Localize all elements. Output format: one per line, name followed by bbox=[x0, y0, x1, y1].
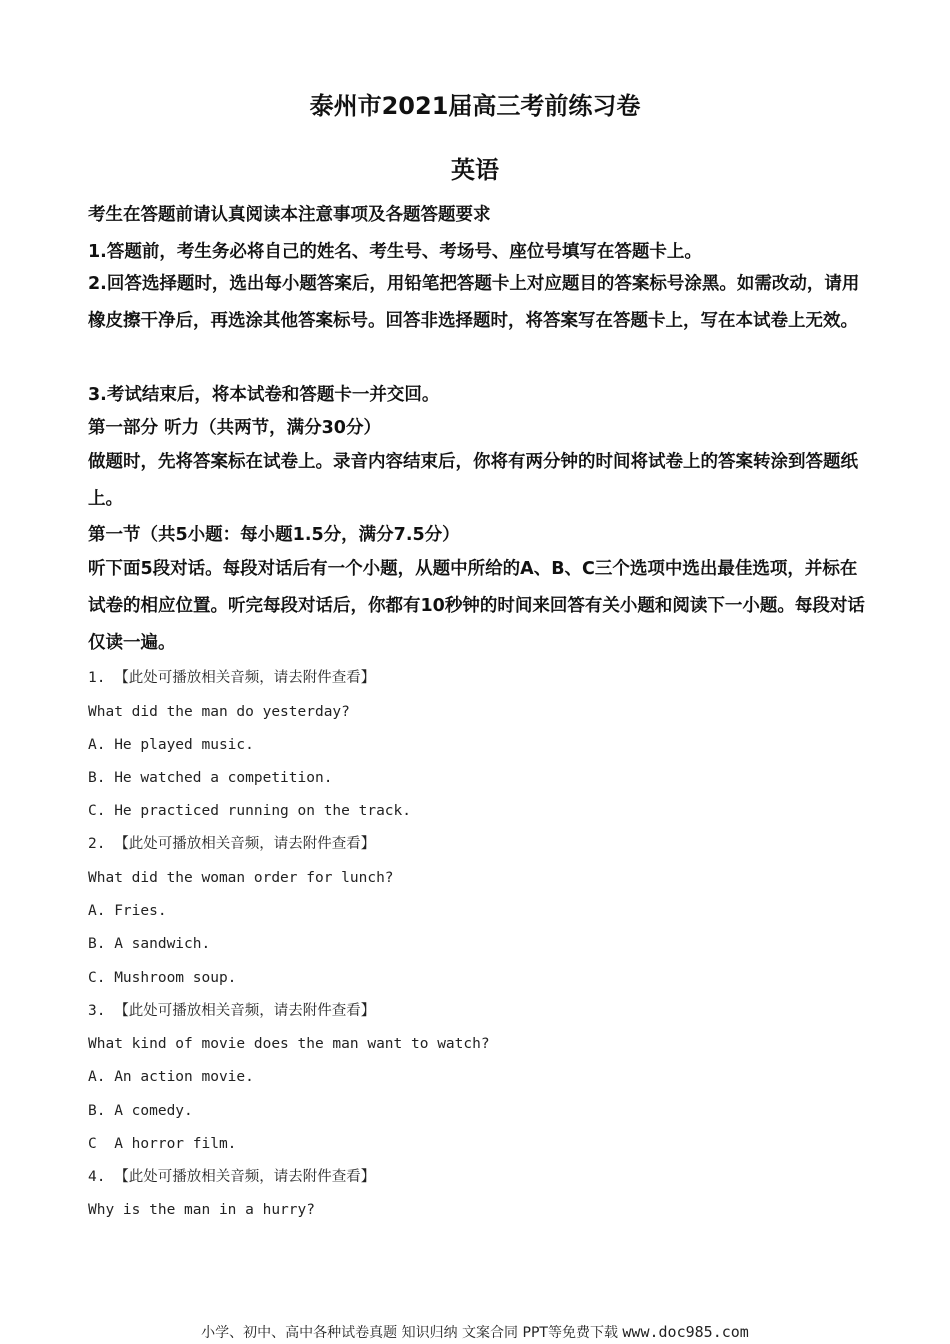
question-2-option-c: C. Mushroom soup. bbox=[88, 970, 237, 986]
question-1-option-a: A. He played music. bbox=[88, 737, 254, 753]
page-footer bbox=[0, 1322, 950, 1342]
question-1-text: What did the man do yesterday? bbox=[88, 704, 350, 720]
exam-title: 泰州市2021届高三考前练习卷 bbox=[309, 92, 641, 120]
section1-note: 听下面5段对话。每段对话后有一个小题，从题中所给的A、B、C三个选项中选出最佳选项，并标在试卷的相应位置。听完每段对话后，你都有10秒钟的时间来回答有关小题和阅读下一小题。每段对话仅读一遍。 bbox=[88, 559, 865, 653]
question-4-text: Why is the man in a hurry? bbox=[88, 1202, 315, 1218]
question-1-option-c: C. He practiced running on the track. bbox=[88, 803, 412, 819]
instruction-item-1: 1.答题前，考生务必将自己的姓名、考生号、考场号、座位号填写在答题卡上。 bbox=[88, 242, 702, 262]
section1-heading: 第一节（共5小题：每小题1.5分，满分7.5分） bbox=[88, 525, 460, 545]
question-2-option-b: B. A sandwich. bbox=[88, 936, 211, 952]
footer-link[interactable]: www.doc985.com bbox=[622, 1323, 749, 1341]
part1-note: 做题时，先将答案标在试卷上。录音内容结束后，你将有两分钟的时间将试卷上的答案转涂到答题纸上。 bbox=[88, 452, 858, 509]
question-3-text: What kind of movie does the man want to watch? bbox=[88, 1036, 490, 1052]
question-4-audio: 4. 【此处可播放相关音频，请去附件查看】 bbox=[88, 1169, 376, 1185]
question-2-audio: 2. 【此处可播放相关音频，请去附件查看】 bbox=[88, 836, 376, 852]
question-3-audio: 3. 【此处可播放相关音频，请去附件查看】 bbox=[88, 1003, 376, 1019]
question-3-option-b: B. A comedy. bbox=[88, 1103, 193, 1119]
question-2-option-a: A. Fries. bbox=[88, 903, 167, 919]
question-1-audio: 1. 【此处可播放相关音频，请去附件查看】 bbox=[88, 670, 376, 686]
subject-title: 英语 bbox=[451, 156, 499, 184]
instruction-item-3: 3.考试结束后，将本试卷和答题卡一并交回。 bbox=[88, 385, 440, 405]
instruction-item-2: 2.回答选择题时，选出每小题答案后，用铅笔把答题卡上对应题目的答案标号涂黑。如需改动，请用橡皮擦干净后，再选涂其他答案标号。回答非选择题时，将答案写在答题卡上，写在本试卷上无效。 bbox=[88, 274, 860, 331]
question-3-option-a: A. An action movie. bbox=[88, 1069, 254, 1085]
question-1-option-b: B. He watched a competition. bbox=[88, 770, 333, 786]
instructions-heading: 考生在答题前请认真阅读本注意事项及各题答题要求 bbox=[88, 205, 491, 225]
question-2-text: What did the woman order for lunch? bbox=[88, 870, 394, 886]
question-3-option-c: C A horror film. bbox=[88, 1136, 237, 1152]
part1-heading: 第一部分 听力（共两节，满分30分） bbox=[88, 418, 381, 438]
footer-text: 小学、初中、高中各种试卷真题 知识归纳 文案合同 PPT等免费下载 bbox=[201, 1325, 623, 1341]
